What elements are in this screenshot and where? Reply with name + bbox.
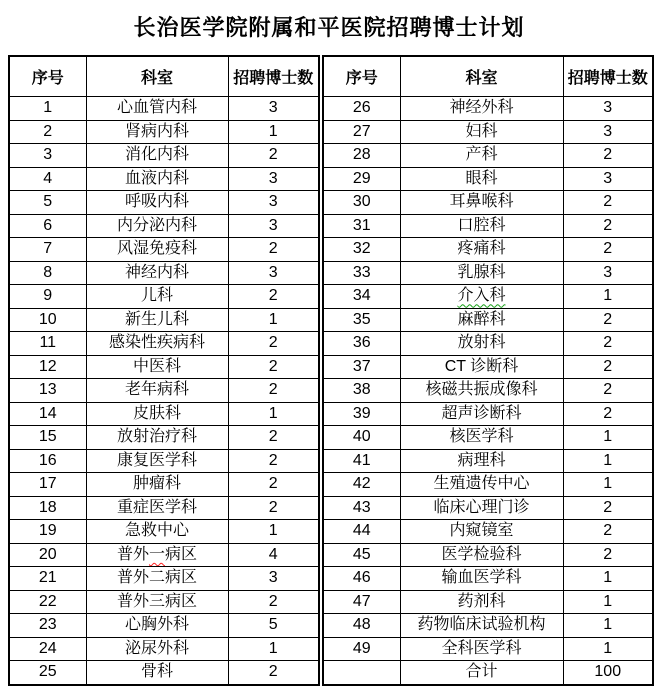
table-row (323, 144, 653, 168)
serial-number-cell: 41 (323, 449, 400, 473)
recruitment-table-left (8, 55, 320, 686)
table-row (323, 567, 653, 591)
serial-number-cell: 17 (9, 473, 86, 497)
doctor-count-cell: 3 (563, 167, 653, 191)
department-cell: 口腔科 (400, 214, 563, 238)
table-row (9, 567, 319, 591)
department-cell: 内窥镜室 (400, 520, 563, 544)
serial-number-cell: 18 (9, 496, 86, 520)
department-cell: 血液内科 (86, 167, 228, 191)
department-cell: 感染性疾病科 (86, 332, 228, 356)
doctor-count-cell: 3 (228, 214, 319, 238)
department-cell (400, 285, 563, 309)
doctor-count-cell: 2 (228, 426, 319, 450)
table-row (323, 97, 653, 121)
department-cell: 医学检验科 (400, 543, 563, 567)
table-row (9, 144, 319, 168)
table-row (9, 167, 319, 191)
table-row (323, 355, 653, 379)
serial-number-cell: 48 (323, 614, 400, 638)
doctor-count-cell: 3 (563, 97, 653, 121)
doctor-count-cell: 3 (228, 191, 319, 215)
table-row (323, 402, 653, 426)
doctor-count-cell: 1 (563, 590, 653, 614)
serial-number-cell: 16 (9, 449, 86, 473)
doctor-count-cell: 1 (563, 637, 653, 661)
doctor-count-cell: 2 (228, 496, 319, 520)
doctor-count-cell: 3 (228, 167, 319, 191)
serial-number-cell: 34 (323, 285, 400, 309)
department-cell: 呼吸内科 (86, 191, 228, 215)
table-row (9, 308, 319, 332)
serial-number-cell: 11 (9, 332, 86, 356)
department-cell: 疼痛科 (400, 238, 563, 262)
department-cell: 消化内科 (86, 144, 228, 168)
doctor-count-cell: 3 (563, 120, 653, 144)
department-cell: 妇科 (400, 120, 563, 144)
doctor-count-cell: 2 (563, 379, 653, 403)
department-cell: 临床心理门诊 (400, 496, 563, 520)
doctor-count-cell: 2 (228, 332, 319, 356)
department-cell: 骨科 (86, 661, 228, 685)
table-row (9, 543, 319, 567)
department-cell: 产科 (400, 144, 563, 168)
header-row (323, 56, 653, 97)
table-row (9, 355, 319, 379)
table-row (9, 637, 319, 661)
department-cell: 核磁共振成像科 (400, 379, 563, 403)
serial-number-cell: 39 (323, 402, 400, 426)
department-cell: 神经内科 (86, 261, 228, 285)
serial-number-cell: 40 (323, 426, 400, 450)
department-cell: 输血医学科 (400, 567, 563, 591)
left-table-body (9, 97, 319, 685)
department-cell: 皮肤科 (86, 402, 228, 426)
table-row (323, 426, 653, 450)
serial-number-cell: 12 (9, 355, 86, 379)
doctor-count-cell: 2 (228, 473, 319, 497)
page-title: 长治医学院附属和平医院招聘博士计划 (133, 15, 525, 40)
serial-number-cell: 35 (323, 308, 400, 332)
table-row (9, 590, 319, 614)
doctor-count-cell: 1 (563, 426, 653, 450)
table-row (9, 214, 319, 238)
table-row (9, 661, 319, 685)
table-row (9, 191, 319, 215)
doctor-count-cell: 3 (228, 567, 319, 591)
serial-number-cell: 2 (9, 120, 86, 144)
serial-number-cell: 32 (323, 238, 400, 262)
department-cell: 泌尿外科 (86, 637, 228, 661)
header-department: 科室 (86, 56, 228, 97)
table-row (323, 543, 653, 567)
table-row (9, 449, 319, 473)
serial-number-cell: 24 (9, 637, 86, 661)
doctor-count-cell: 2 (228, 449, 319, 473)
department-cell: 心胸外科 (86, 614, 228, 638)
serial-number-cell: 9 (9, 285, 86, 309)
department-cell: 药物临床试验机构 (400, 614, 563, 638)
serial-number-cell: 14 (9, 402, 86, 426)
doctor-count-cell: 2 (563, 308, 653, 332)
table-row (323, 637, 653, 661)
serial-number-cell: 3 (9, 144, 86, 168)
recruitment-table-right (322, 55, 654, 686)
table-row (323, 590, 653, 614)
table-row (9, 261, 319, 285)
serial-number-cell: 36 (323, 332, 400, 356)
total-row (323, 661, 653, 685)
doctor-count-cell: 2 (228, 238, 319, 262)
table-row (9, 238, 319, 262)
doctor-count-cell: 2 (228, 285, 319, 309)
tables-container (8, 55, 658, 686)
department-cell: 超声诊断科 (400, 402, 563, 426)
doctor-count-cell: 2 (563, 496, 653, 520)
serial-number-cell: 42 (323, 473, 400, 497)
doctor-count-cell: 1 (228, 308, 319, 332)
table-row (9, 496, 319, 520)
doctor-count-cell: 1 (563, 449, 653, 473)
doctor-count-cell: 2 (563, 520, 653, 544)
serial-number-cell: 15 (9, 426, 86, 450)
serial-number-cell: 47 (323, 590, 400, 614)
table-row (323, 214, 653, 238)
serial-number-cell: 25 (9, 661, 86, 685)
serial-number-cell: 21 (9, 567, 86, 591)
doctor-count-cell: 2 (228, 661, 319, 685)
serial-number-cell: 6 (9, 214, 86, 238)
serial-number-cell: 5 (9, 191, 86, 215)
department-cell: 生殖遗传中心 (400, 473, 563, 497)
header-doctor-count: 招聘博士数 (228, 56, 319, 97)
doctor-count-cell: 4 (228, 543, 319, 567)
doctor-count-cell: 1 (228, 120, 319, 144)
table-row (323, 238, 653, 262)
table-row (323, 167, 653, 191)
department-cell: 神经外科 (400, 97, 563, 121)
doctor-count-cell: 2 (563, 191, 653, 215)
doctor-count-cell: 2 (228, 379, 319, 403)
table-row (9, 285, 319, 309)
serial-number-cell: 38 (323, 379, 400, 403)
header-serial-number: 序号 (323, 56, 400, 97)
doctor-count-cell: 100 (563, 661, 653, 685)
serial-number-cell: 37 (323, 355, 400, 379)
table-row (323, 379, 653, 403)
serial-number-cell: 10 (9, 308, 86, 332)
doctor-count-cell: 1 (228, 637, 319, 661)
department-cell: 重症医学科 (86, 496, 228, 520)
serial-number-cell: 1 (9, 97, 86, 121)
serial-number-cell: 22 (9, 590, 86, 614)
serial-number-cell: 27 (323, 120, 400, 144)
department-cell: 耳鼻喉科 (400, 191, 563, 215)
serial-number-cell: 20 (9, 543, 86, 567)
serial-number-cell: 23 (9, 614, 86, 638)
doctor-count-cell: 3 (563, 261, 653, 285)
doctor-count-cell: 2 (228, 144, 319, 168)
doctor-count-cell: 2 (563, 238, 653, 262)
doctor-count-cell: 5 (228, 614, 319, 638)
department-cell: 核医学科 (400, 426, 563, 450)
doctor-count-cell: 2 (563, 543, 653, 567)
serial-number-cell: 46 (323, 567, 400, 591)
serial-number-cell: 45 (323, 543, 400, 567)
department-cell: 新生儿科 (86, 308, 228, 332)
doctor-count-cell: 1 (563, 567, 653, 591)
doctor-count-cell: 2 (563, 332, 653, 356)
department-cell: 普外一病区 (86, 543, 228, 567)
serial-number-cell: 7 (9, 238, 86, 262)
department-cell: 中医科 (86, 355, 228, 379)
spellcheck-underline: 介入科 (457, 287, 506, 305)
table-row (323, 308, 653, 332)
table-row (9, 120, 319, 144)
serial-number-cell: 4 (9, 167, 86, 191)
table-row (9, 426, 319, 450)
serial-number-cell: 33 (323, 261, 400, 285)
department-cell: 病理科 (400, 449, 563, 473)
department-cell: CT 诊断科 (400, 355, 563, 379)
table-row (323, 332, 653, 356)
table-row (323, 285, 653, 309)
table-row (323, 496, 653, 520)
header-serial-number: 序号 (9, 56, 86, 97)
department-cell: 心血管内科 (86, 97, 228, 121)
table-row (9, 473, 319, 497)
serial-number-cell: 49 (323, 637, 400, 661)
table-row (9, 379, 319, 403)
table-row (9, 614, 319, 638)
department-cell: 乳腺科 (400, 261, 563, 285)
serial-number-cell: 26 (323, 97, 400, 121)
doctor-count-cell: 3 (228, 261, 319, 285)
department-cell: 放射科 (400, 332, 563, 356)
doctor-count-cell: 1 (228, 402, 319, 426)
serial-number-cell: 44 (323, 520, 400, 544)
serial-number-cell: 13 (9, 379, 86, 403)
table-row (323, 473, 653, 497)
table-row (9, 520, 319, 544)
doctor-count-cell: 1 (563, 473, 653, 497)
doctor-count-cell: 2 (563, 144, 653, 168)
serial-number-cell: 30 (323, 191, 400, 215)
department-cell: 肿瘤科 (86, 473, 228, 497)
department-cell: 全科医学科 (400, 637, 563, 661)
serial-number-cell: 19 (9, 520, 86, 544)
table-row (323, 614, 653, 638)
doctor-count-cell: 2 (563, 402, 653, 426)
serial-number-cell: 43 (323, 496, 400, 520)
table-row (323, 520, 653, 544)
department-cell: 眼科 (400, 167, 563, 191)
table-row (9, 402, 319, 426)
header-row (9, 56, 319, 97)
table-row (9, 332, 319, 356)
doctor-count-cell: 2 (563, 355, 653, 379)
department-cell: 普外三病区 (86, 590, 228, 614)
department-cell: 风湿免疫科 (86, 238, 228, 262)
serial-number-cell: 29 (323, 167, 400, 191)
spellcheck-underline: 一 (148, 545, 165, 563)
doctor-count-cell: 2 (563, 214, 653, 238)
department-cell: 肾病内科 (86, 120, 228, 144)
table-row (323, 261, 653, 285)
doctor-count-cell: 1 (563, 614, 653, 638)
doctor-count-cell: 3 (228, 97, 319, 121)
department-cell: 麻醉科 (400, 308, 563, 332)
serial-number-cell: 8 (9, 261, 86, 285)
department-cell: 急救中心 (86, 520, 228, 544)
department-cell: 康复医学科 (86, 449, 228, 473)
department-cell: 老年病科 (86, 379, 228, 403)
serial-number-cell (323, 661, 400, 685)
department-cell: 普外二病区 (86, 567, 228, 591)
department-cell: 药剂科 (400, 590, 563, 614)
doctor-count-cell: 2 (228, 355, 319, 379)
doctor-count-cell: 1 (228, 520, 319, 544)
header-department: 科室 (400, 56, 563, 97)
header-doctor-count: 招聘博士数 (563, 56, 653, 97)
department-cell: 内分泌内科 (86, 214, 228, 238)
serial-number-cell: 28 (323, 144, 400, 168)
table-row (9, 97, 319, 121)
department-cell: 合计 (400, 661, 563, 685)
table-row (323, 120, 653, 144)
serial-number-cell: 31 (323, 214, 400, 238)
right-table-body (323, 97, 653, 685)
table-row (323, 191, 653, 215)
doctor-count-cell: 2 (228, 590, 319, 614)
department-cell: 儿科 (86, 285, 228, 309)
department-cell: 放射治疗科 (86, 426, 228, 450)
doctor-count-cell: 1 (563, 285, 653, 309)
table-row (323, 449, 653, 473)
